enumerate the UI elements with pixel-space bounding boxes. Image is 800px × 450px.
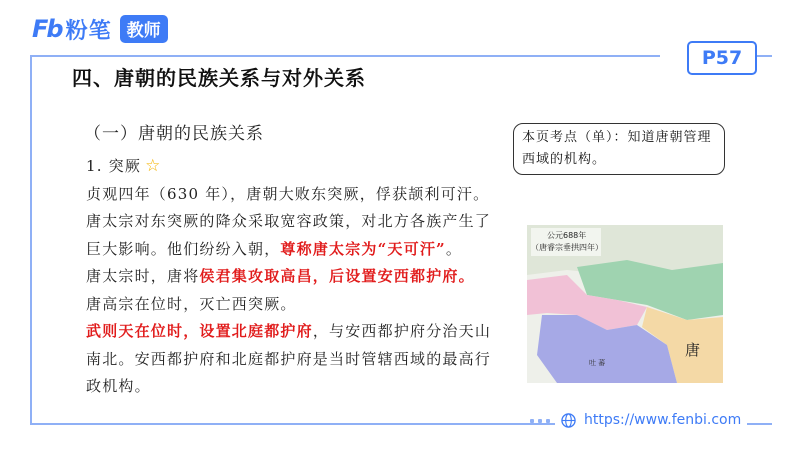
historical-map — [527, 225, 723, 383]
brand-logo — [32, 14, 168, 44]
map-era-label: （唐睿宗垂拱四年） — [531, 243, 603, 252]
footer — [555, 410, 747, 430]
paragraph-1: 贞观四年（630 年），唐朝大败东突厥，俘获颉利可汗。唐太宗对东突厥的降众采取宽容政策，对北方各族产生了巨大影响。他们纷纷入朝，尊称唐太宗为“天可汗”。 — [86, 184, 492, 258]
section-subtitle: （一）唐朝的民族关系 — [84, 124, 264, 144]
paragraph-2: 唐太宗时，唐将侯君集攻取高昌，后设置安西都护府。 — [86, 267, 475, 285]
map-tubo-label: 吐 蕃 — [589, 359, 606, 367]
globe-icon — [561, 413, 576, 428]
highlight-tian-kehan: 尊称唐太宗为“天可汗” — [280, 239, 446, 258]
logo-mark: Fb — [32, 15, 62, 43]
paragraph-3: 唐高宗在位时，灭亡西突厥。 — [86, 294, 297, 313]
star-icon: ☆ — [145, 156, 162, 176]
lesson-body — [86, 153, 496, 401]
section-heading: 1. 突厥 ☆ — [86, 156, 162, 176]
map-image — [527, 225, 723, 383]
highlight-beiting: 武则天在位时，设置北庭都护府 — [86, 322, 313, 340]
main-title: 四、唐朝的民族关系与对外关系 — [72, 66, 366, 90]
footer-decoration — [530, 419, 554, 423]
map-year-label: 公元688年 — [547, 231, 587, 240]
highlight-anxi: 侯君集攻取高昌，后设置安西都护府。 — [199, 267, 475, 285]
brand-name: 粉笔 — [65, 18, 112, 44]
paragraph-4: 武则天在位时，设置北庭都护府，与安西都护府分治天山南北。安西都护府和北庭都护府是当时管辖西域的最高行政机构。 — [86, 322, 492, 395]
footer-url[interactable]: https://www.fenbi.com — [584, 412, 742, 428]
exam-point-note: 本页考点（单）：知道唐朝管理西域的机构。 — [513, 123, 725, 175]
brand-tag: 教师 — [120, 15, 168, 43]
page-number-badge: P57 — [687, 41, 757, 75]
map-tang-label: 唐 — [685, 341, 701, 359]
